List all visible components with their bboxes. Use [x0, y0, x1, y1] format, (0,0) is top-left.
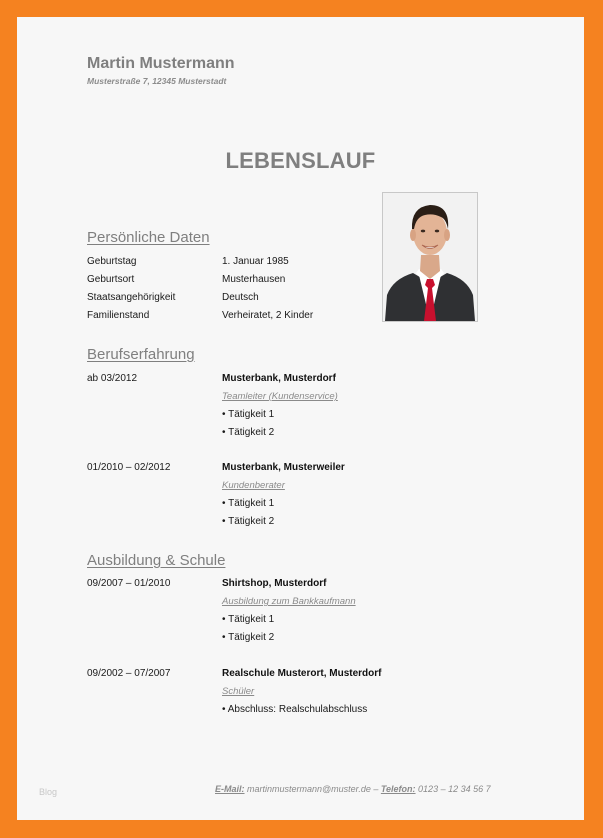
- cv-page: [17, 17, 584, 820]
- value-birthplace: Musterhausen: [222, 274, 286, 285]
- experience-role: Kundenberater: [222, 480, 285, 491]
- phone-label: Telefon:: [380, 784, 416, 794]
- education-task: • Tätigkeit 1: [222, 614, 275, 625]
- education-period: 09/2002 – 07/2007: [87, 668, 171, 679]
- blog-watermark: Blog: [39, 787, 58, 797]
- education-period: 09/2007 – 01/2010: [87, 578, 171, 589]
- education-task: • Tätigkeit 2: [222, 632, 275, 643]
- label-birthplace: Geburtsort: [87, 274, 135, 285]
- experience-period: ab 03/2012: [87, 373, 138, 384]
- section-heading-education: Ausbildung & Schule: [87, 552, 226, 569]
- email-address[interactable]: martinmustermann@muster.de –: [244, 784, 381, 794]
- label-nationality: Staatsangehörigkeit: [87, 292, 176, 303]
- experience-task: • Tätigkeit 1: [222, 409, 275, 420]
- experience-task: • Tätigkeit 2: [222, 427, 275, 438]
- label-marital-status: Familienstand: [87, 310, 150, 321]
- portrait-image: [383, 193, 477, 321]
- experience-company: Musterbank, Musterdorf: [222, 373, 336, 384]
- label-birthday: Geburtstag: [87, 256, 137, 267]
- email-label: E-Mail:: [215, 784, 245, 794]
- section-heading-personal: Persönliche Daten: [87, 229, 210, 246]
- education-institution: Realschule Musterort, Musterdorf: [222, 668, 382, 679]
- experience-period: 01/2010 – 02/2012: [87, 462, 171, 473]
- education-institution: Shirtshop, Musterdorf: [222, 578, 327, 589]
- education-detail: • Abschluss: Realschulabschluss: [222, 704, 368, 715]
- experience-company: Musterbank, Musterweiler: [222, 462, 345, 473]
- contact-footer: [215, 784, 491, 794]
- applicant-address: Musterstraße 7, 12345 Musterstadt: [87, 76, 227, 86]
- experience-role: Teamleiter (Kundenservice): [222, 391, 338, 402]
- document-title: LEBENSLAUF: [225, 148, 376, 173]
- education-role: Ausbildung zum Bankkaufmann: [222, 596, 356, 607]
- applicant-name: Martin Mustermann: [87, 55, 235, 72]
- experience-task: • Tätigkeit 1: [222, 498, 275, 509]
- phone-number: 0123 – 12 34 56 7: [415, 784, 491, 794]
- experience-task: • Tätigkeit 2: [222, 516, 275, 527]
- section-heading-experience: Berufserfahrung: [87, 346, 195, 363]
- value-nationality: Deutsch: [222, 292, 259, 303]
- applicant-photo: [382, 192, 478, 322]
- value-marital-status: Verheiratet, 2 Kinder: [222, 310, 314, 321]
- education-role: Schüler: [222, 686, 255, 697]
- value-birthday: 1. Januar 1985: [222, 256, 289, 267]
